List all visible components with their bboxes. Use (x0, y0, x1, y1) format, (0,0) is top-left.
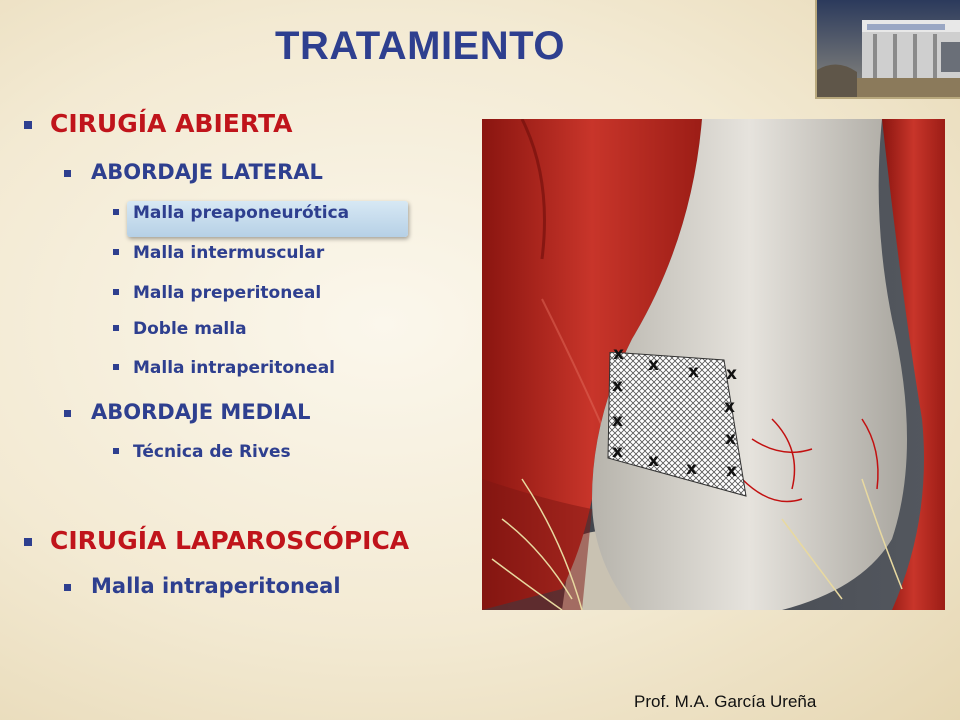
subheading-abordaje-medial: ABORDAJE MEDIAL (91, 400, 311, 424)
suture-mark-icon: x (612, 376, 623, 396)
bullet-icon (64, 170, 71, 177)
bullet-icon (113, 364, 119, 370)
author-credit: Prof. M.A. García Ureña (634, 692, 817, 711)
slide-title: TRATAMIENTO (275, 24, 565, 68)
suture-mark-icon: x (726, 461, 737, 481)
list-item: Malla preperitoneal (133, 283, 322, 303)
bullet-icon (113, 289, 119, 295)
suture-mark-icon: x (648, 355, 659, 375)
list-item: Técnica de Rives (133, 442, 291, 462)
bullet-icon (113, 325, 119, 331)
bullet-icon (113, 249, 119, 255)
list-item: Malla preaponeurótica (133, 203, 350, 223)
bullet-icon (64, 410, 71, 417)
list-item: Malla intermuscular (133, 243, 325, 263)
bullet-icon (24, 538, 32, 546)
suture-mark-icon: x (688, 362, 699, 382)
bullet-icon (24, 121, 32, 129)
heading-cirugia-laparoscopica: CIRUGÍA LAPAROSCÓPICA (50, 526, 410, 555)
suture-mark-icon: x (726, 364, 737, 384)
subheading-abordaje-lateral: ABORDAJE LATERAL (91, 160, 323, 184)
list-item: Malla intraperitoneal (133, 358, 335, 378)
list-item: Doble malla (133, 319, 247, 339)
bullet-icon (113, 448, 119, 454)
suture-mark-icon: x (686, 459, 697, 479)
bullet-icon (64, 584, 71, 591)
suture-mark-icon: x (725, 429, 736, 449)
heading-cirugia-abierta: CIRUGÍA ABIERTA (50, 109, 293, 138)
suture-mark-icon: x (612, 442, 623, 462)
bullet-icon (113, 209, 119, 215)
suture-mark-icon: x (612, 411, 623, 431)
suture-mark-icon: x (648, 451, 659, 471)
list-item: Malla intraperitoneal (91, 574, 341, 598)
suture-mark-icon: x (724, 397, 735, 417)
hospital-photo (815, 0, 960, 99)
suture-mark-icon: x (613, 344, 624, 364)
